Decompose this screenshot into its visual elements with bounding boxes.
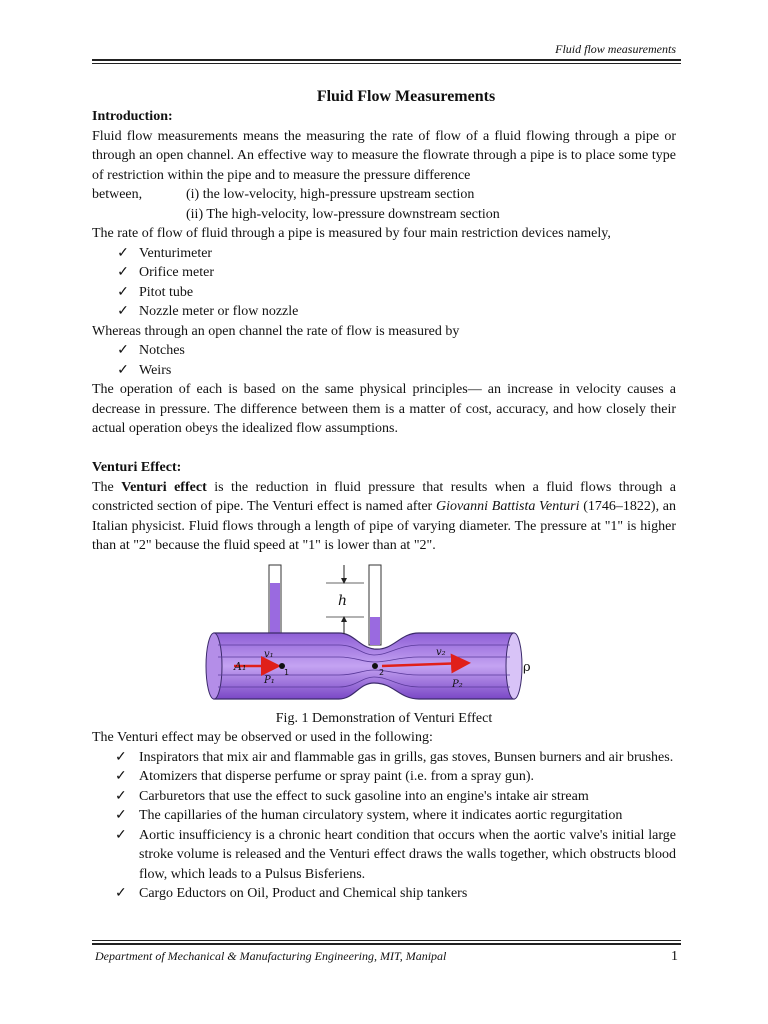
list-item: ✓ The capillaries of the human circulatory system, where it indicates aortic regurgitation [139,806,676,826]
list-item: ✓ Atomizers that disperse perfume or spray paint (i.e. from a spray gun). [139,767,676,787]
check-icon: ✓ [117,284,129,300]
check-icon: ✓ [115,827,127,843]
list-item: ✓ Inspirators that mix air and flammable gas in grills, gas stoves, Bunsen burners and air brushes. [139,748,676,768]
point1-label: 1 [284,667,290,677]
list-item: ✓ Cargo Eductors on Oil, Product and Chemical ship tankers [139,884,676,904]
between-row [92,185,676,205]
venturi-tube-diagram [204,559,564,709]
intro-paragraph-4: The operation of each is based on the same physical principles— an increase in velocity causes a decrease in pressure. The difference between them is a matter of cost, accuracy, and how closely their actual operation obeys the idealized flow assumptions. [92,382,676,436]
p1-label: P₁ [264,674,275,686]
check-icon: ✓ [115,769,127,784]
page-title: Fluid Flow Measurements [316,88,496,105]
a1-label: A₁ [234,659,247,673]
list-item: ✓ Weirs [139,361,676,381]
intro-paragraph-2: The rate of flow of fluid through a pipe is measured by four main restriction devices namely, [92,226,611,241]
figure-caption: Fig. 1 Demonstration of Venturi Effect [275,710,493,726]
footer-department: Department of Mechanical & Manufacturing Engineering, MIT, Manipal [95,949,447,963]
check-icon: ✓ [117,343,129,358]
list-item: ✓ Nozzle meter or flow nozzle [139,302,676,322]
v1-label: v₁ [264,648,274,660]
between-label: between, [92,187,143,202]
device-list [92,244,676,322]
list-item: ✓ Orifice meter [139,263,676,283]
intro-paragraph-3: Whereas through an open channel the rate of flow is measured by [92,323,460,339]
between-item-2: (ii) The high-velocity, low-pressure downstream section [186,206,500,222]
intro-heading: Introduction: [92,109,173,124]
list-item: ✓ Pitot tube [139,283,676,303]
check-icon: ✓ [117,362,129,378]
header-rule [92,59,681,61]
list-item: ✓ Notches [139,341,676,361]
venturi-figure [92,559,676,709]
uses-intro: The Venturi effect may be observed or used in the following: [92,730,433,745]
document-body [92,107,676,904]
list-item: ✓ Venturimeter [139,244,676,264]
check-icon: ✓ [117,304,129,319]
rho-label: ρ [523,659,531,675]
check-icon: ✓ [115,788,127,804]
h-label: h [338,592,348,609]
venturi-heading: Venturi Effect: [92,460,182,475]
check-icon: ✓ [115,749,127,765]
running-header: Fluid flow measurements [555,42,676,56]
footer-rule-thin [92,940,681,941]
check-icon: ✓ [115,808,127,823]
list-item: ✓ Aortic insufficiency is a chronic heart condition that occurs when the aortic valve's initial large stroke volume is released and the Venturi effect draws the walls together, which obstructs blood flow, which leads to a Pulsus Bisferiens. [115,827,676,882]
check-icon: ✓ [117,265,129,280]
point2-label: 2 [379,667,385,677]
page-number: 1 [671,949,678,964]
uses-list [92,748,676,904]
p2-label: P₂ [452,678,463,690]
between-item-1: (i) the low-velocity, high-pressure upstream section [186,187,475,202]
check-icon: ✓ [115,886,127,901]
footer-rule [92,943,681,945]
venturi-paragraph: The Venturi effect is the reduction in fluid pressure that results when a fluid flows through a constricted section of pipe. The Venturi effect is named after Giovanni Battista Venturi (1746–1822), an Italian physicist. Fluid flows through a length of pipe of varying diameter. The pressure at "1" is higher than at "2" because the fluid speed at "1" is lower than at "2". [92,479,677,553]
intro-paragraph-1: Fluid flow measurements means the measuring the rate of flow of a fluid flowing through a pipe or through an open channel. An effective way to measure the flowrate through a pipe is to place some type of restriction within the pipe and to measure the pressure difference [92,128,676,183]
channel-device-list [92,341,676,380]
v2-label: v₂ [436,646,446,658]
header-rule-thin [92,63,681,64]
check-icon: ✓ [117,245,129,261]
list-item: ✓ Carburetors that use the effect to suck gasoline into an engine's intake air stream [139,787,676,807]
